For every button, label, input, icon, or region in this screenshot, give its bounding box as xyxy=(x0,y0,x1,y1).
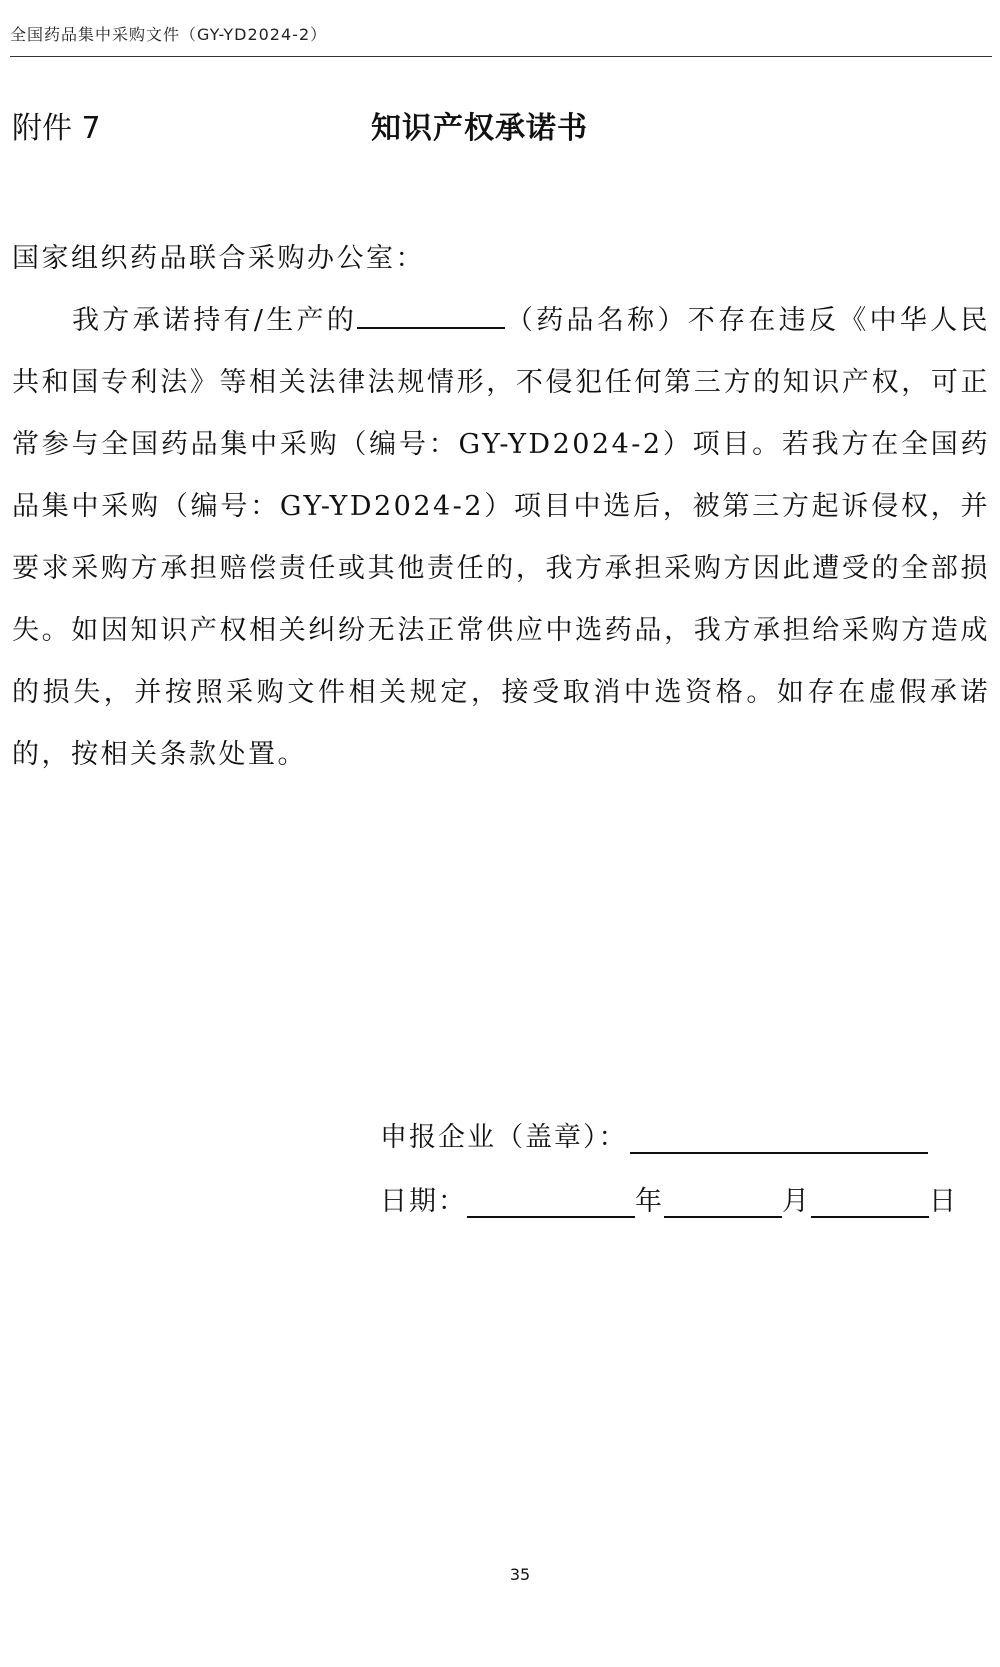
year-blank xyxy=(467,1190,635,1218)
header-divider xyxy=(10,56,992,57)
day-blank xyxy=(811,1190,929,1218)
document-body xyxy=(12,228,990,786)
day-label: 日 xyxy=(929,1186,958,1217)
date-label: 日期： xyxy=(380,1186,467,1217)
drug-name-blank xyxy=(357,301,505,329)
annex-label: 附件 7 xyxy=(12,111,101,146)
paragraph-lead: 我方承诺持有/生产的 xyxy=(72,305,358,336)
year-label: 年 xyxy=(635,1186,664,1217)
month-blank xyxy=(664,1190,782,1218)
commitment-paragraph xyxy=(12,290,990,786)
month-label: 月 xyxy=(782,1186,811,1217)
page-number: 35 xyxy=(509,1565,531,1584)
document-title: 知识产权承诺书 xyxy=(371,111,588,146)
date-row xyxy=(380,1154,958,1218)
company-blank xyxy=(630,1126,928,1154)
company-label: 申报企业（盖章）： xyxy=(380,1122,628,1153)
salutation: 国家组织药品联合采购办公室： xyxy=(12,243,425,274)
signature-block xyxy=(380,1090,958,1218)
paragraph-rest: （药品名称）不存在违反《中华人民共和国专利法》等相关法律法规情形，不侵犯任何第三方的知识产权，可正常参与全国药品集中采购（编号：GY-YD2024-2）项目。若我方在全国药品集中采购（编号：GY-YD2024-2）项目中选后，被第三方起诉侵权，并要求采购方承担赔偿责任或其他责任的，我方承担采购方因此遭受的全部损失。如因知识产权相关纠纷无法正常供应中选药品，我方承担给采购方造成的损失，并按照采购文件相关规定，接受取消中选资格。如存在虚假承诺的，按相关条款处置。 xyxy=(12,305,990,770)
running-header: 全国药品集中采购文件（GY-YD2024-2） xyxy=(10,25,328,44)
company-row xyxy=(380,1090,958,1154)
